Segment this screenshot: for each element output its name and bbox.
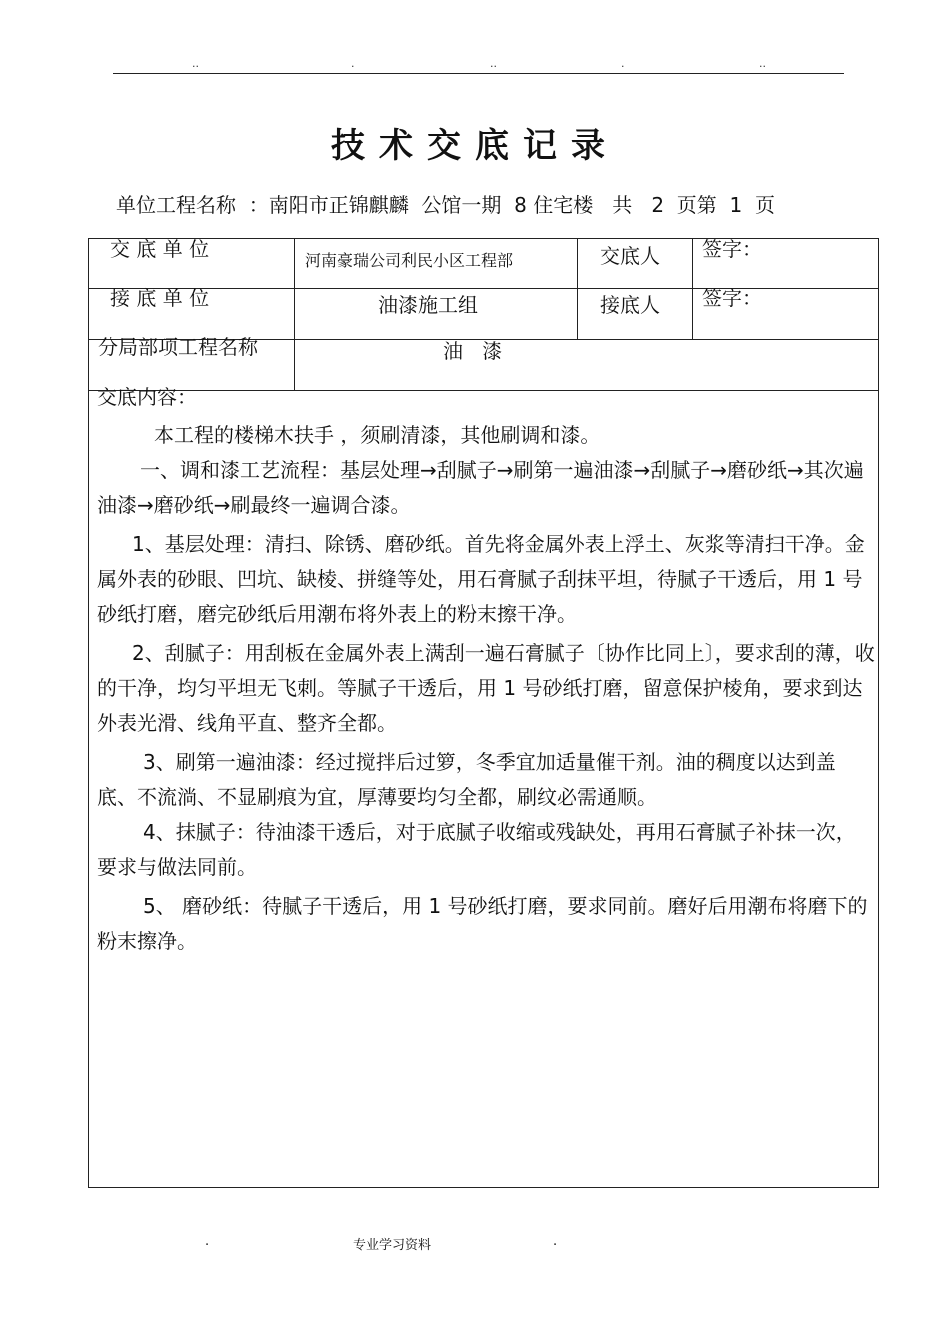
header-dot: . — [351, 57, 355, 70]
receiving-person-label: 接底人 — [600, 293, 660, 317]
content-paragraph: 3、刷第一遍油漆：经过搅拌后过箩，冬季宜加适量催干剂。油的稠度以达到盖底、不流淌、不显刷痕为宜，厚薄要均匀全都，刷纹必需通顺。 — [97, 750, 836, 809]
handover-content — [97, 384, 875, 959]
handover-unit-label: 交 底 单 位 — [110, 237, 210, 261]
content-paragraph: 一、调和漆工艺流程：基层处理→刮腻子→刷第一遍油漆→刮腻子→磨砂纸→其次遍油漆→磨砂纸→刷最终一遍调合漆。 — [97, 458, 864, 517]
header-dot: .. — [490, 57, 497, 70]
receiving-unit-label: 接 底 单 位 — [110, 286, 210, 310]
header-dot: .. — [192, 57, 199, 70]
col-divider — [577, 239, 578, 339]
project-info: 单位工程名称 ：南阳市正锦麒麟 公馆一期 8 住宅楼 共 2 页第 1 页 — [116, 193, 775, 217]
content-label: 交底内容： — [97, 385, 197, 409]
page-footer — [0, 1234, 950, 1254]
footer-dot: . — [553, 1234, 558, 1249]
handover-person-label: 交底人 — [600, 244, 660, 268]
col-divider — [294, 239, 295, 390]
header-dot: . — [621, 57, 625, 70]
project-name-value: 油 漆 — [443, 339, 503, 363]
content-paragraph: 1、基层处理：清扫、除锈、磨砂纸。首先将金属外表上浮土、灰浆等清扫干净。金属外表的砂眼、凹坑、缺棱、拼缝等处，用石膏腻子刮抹平坦，待腻子干透后，用 1 号砂纸打磨，磨完砂纸后用潮布将外表上的粉末擦干净。 — [97, 532, 865, 626]
col-divider — [692, 239, 693, 339]
receiving-signature-label: 签字： — [702, 286, 762, 310]
header-dot: .. — [759, 57, 766, 70]
document-title: 技术交底记录 — [331, 126, 619, 166]
header-rule — [113, 73, 844, 74]
footer-dot: . — [205, 1234, 210, 1249]
header-dots — [0, 58, 950, 72]
footer-text: 专业学习资料 — [353, 1238, 432, 1253]
content-paragraph: 5、 磨砂纸：待腻子干透后，用 1 号砂纸打磨，要求同前。磨好后用潮布将磨下的粉末擦净。 — [97, 894, 868, 953]
content-paragraph: 4、抹腻子：待油漆干透后，对于底腻子收缩或残缺处，再用石膏腻子补抹一次，要求与做法同前。 — [97, 820, 856, 879]
project-name-label: 分局部项工程名称 — [98, 335, 258, 359]
receiving-unit-value: 油漆施工组 — [378, 293, 478, 317]
content-paragraph: 2、刮腻子：用刮板在金属外表上满刮一遍石膏腻子〔协作比同上〕，要求刮的薄，收的干净，均匀平坦无飞刺。等腻子干透后，用 1 号砂纸打磨，留意保护棱角，要求到达外表光滑、线角平直、整齐全都。 — [97, 641, 875, 735]
handover-unit-value: 河南豪瑞公司利民小区工程部 — [305, 251, 514, 270]
handover-signature-label: 签字： — [702, 237, 762, 261]
content-paragraph: 本工程的楼梯木扶手 ，须刷清漆，其他刷调和漆。 — [154, 423, 601, 447]
